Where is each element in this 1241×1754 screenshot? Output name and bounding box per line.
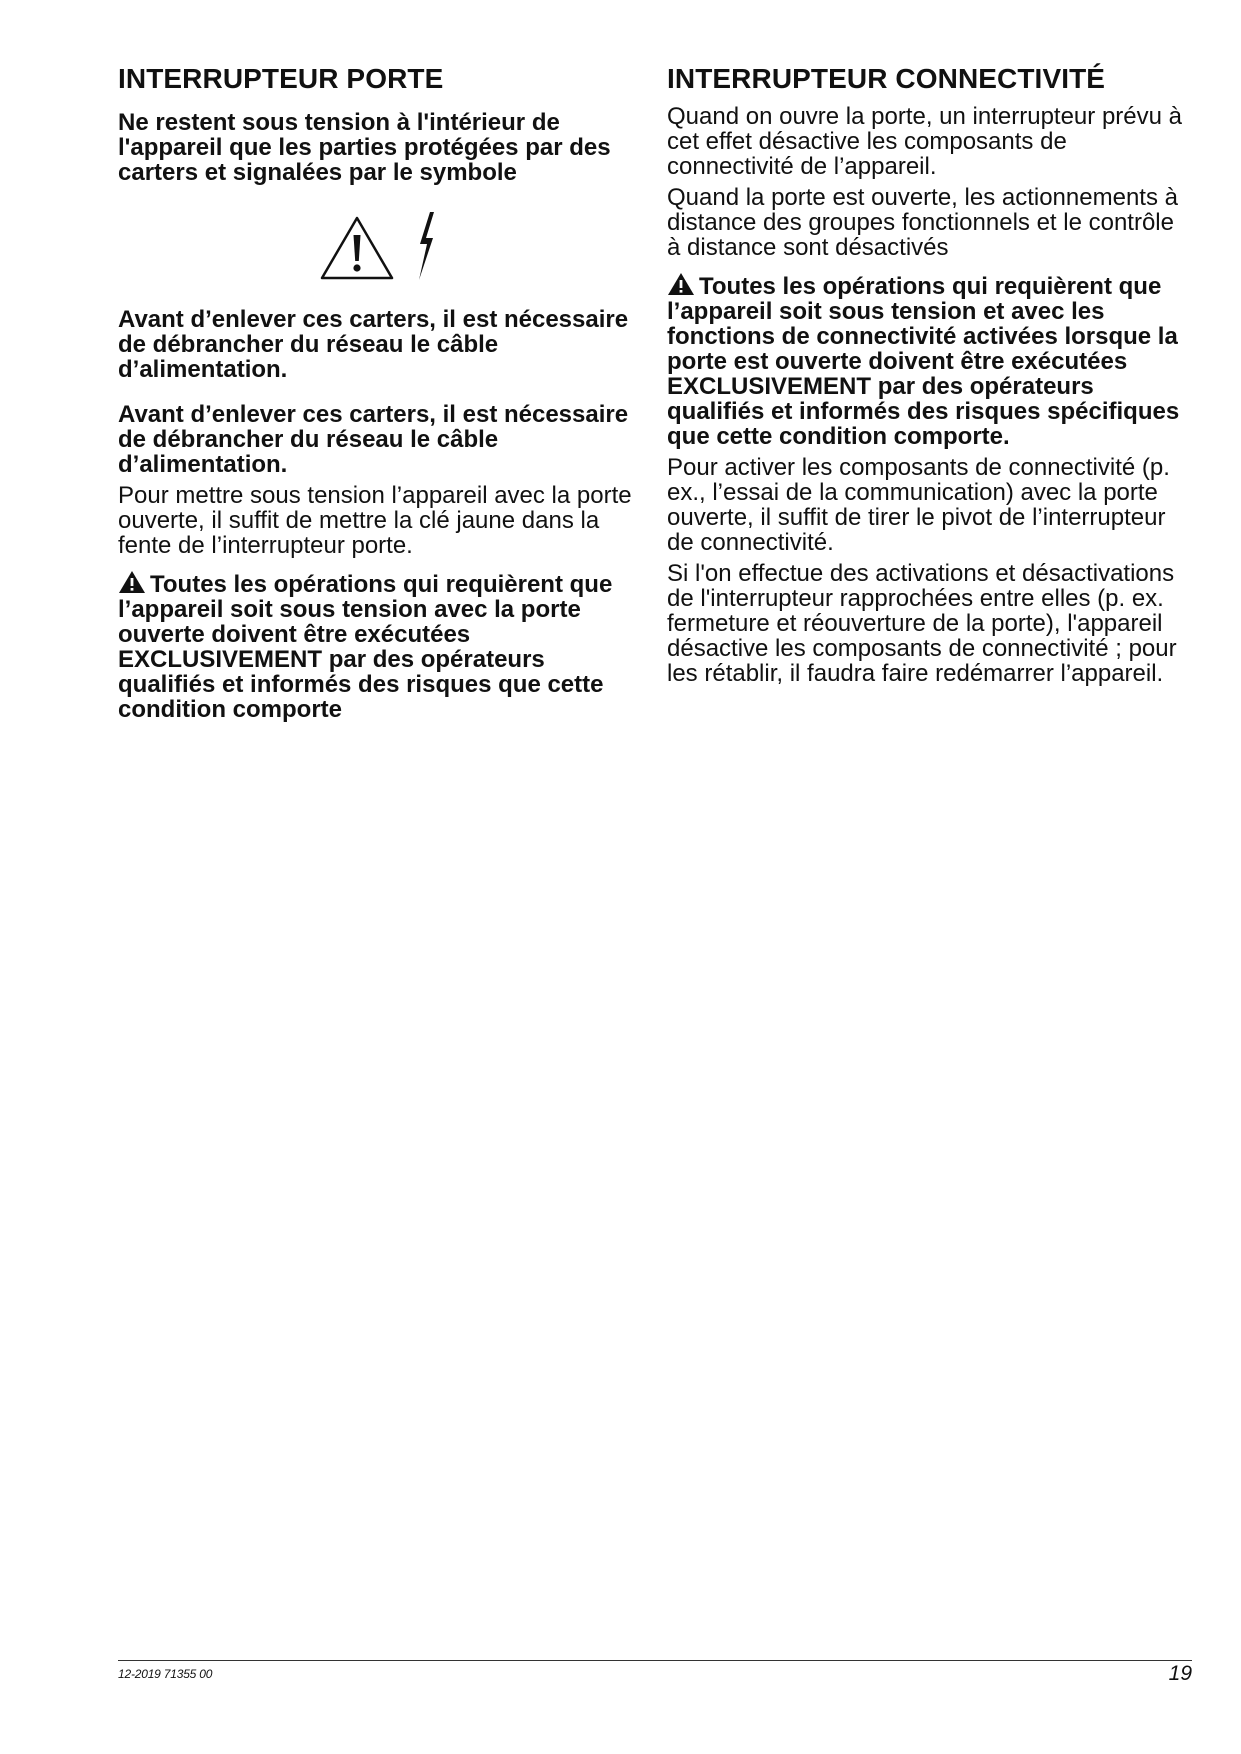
- connectivity-paragraph-1: Quand on ouvre la porte, un interrupteur prévu à cet effet désactive les composants de connectivité de l’appareil.: [667, 103, 1182, 180]
- right-column: [667, 62, 1192, 686]
- warning-paragraph-left: [118, 570, 638, 722]
- hazard-symbols: [118, 209, 638, 281]
- left-column: [118, 62, 638, 722]
- section-title-connectivity-switch: INTERRUPTEUR CONNECTIVITÉ: [667, 63, 1106, 94]
- intro-paragraph: Ne restent sous tension à l'intérieur de l'appareil que les parties protégées par des carters et signalées par le symbole: [118, 109, 611, 186]
- connectivity-paragraph-2: Quand la porte est ouverte, les actionnements à distance des groupes fonctionnels et le contrôle à distance sont désactivés: [667, 184, 1178, 261]
- lightning-bolt-icon: [413, 211, 437, 281]
- key-instructions: Pour mettre sous tension l’appareil avec la porte ouverte, il suffit de mettre la clé jaune dans la fente de l’interrupteur porte.: [118, 482, 632, 559]
- section-title-door-switch: INTERRUPTEUR PORTE: [118, 63, 444, 94]
- page-number: 19: [1168, 1662, 1192, 1685]
- footer-divider: [118, 1660, 1192, 1661]
- document-code: 12-2019 71355 00: [118, 1667, 213, 1681]
- note-remove-covers-1: Avant d’enlever ces carters, il est nécessaire de débrancher du réseau le câble d’alimentation.: [118, 306, 629, 383]
- warning-icon: [118, 570, 146, 594]
- warning-icon: [667, 272, 695, 296]
- warning-paragraph-right: [667, 272, 1192, 449]
- connectivity-paragraph-3: Pour activer les composants de connectivité (p. ex., l’essai de la communication) avec la porte ouverte, il suffit de tirer le pivot de l’interrupteur de connectivité.: [667, 454, 1170, 556]
- warning-text-right: Toutes les opérations qui requièrent que l’appareil soit sous tension et avec les fonctions de connectivité activées lorsque la porte est ouverte doivent être exécutées EXCLUSIVEMENT par des opérateurs qualifiés et informés des risques spécifiques que cette condition comporte.: [667, 273, 1180, 450]
- warning-text-left: Toutes les opérations qui requièrent que l’appareil soit sous tension avec la porte ouverte doivent être exécutées EXCLUSIVEMENT par des opérateurs qualifiés et informés des risques que cette condition comporte: [118, 571, 613, 723]
- connectivity-paragraph-4: Si l'on effectue des activations et désactivations de l'interrupteur rapprochées entre elles (p. ex. fermeture et réouverture de la porte), l'appareil désactive les composants de connectivité ; pour les rétablir, il faudra faire redémarrer l’appareil.: [667, 560, 1177, 687]
- warning-triangle-icon: [319, 215, 395, 281]
- note-remove-covers-2: Avant d’enlever ces carters, il est nécessaire de débrancher du réseau le câble d’alimentation.: [118, 401, 629, 478]
